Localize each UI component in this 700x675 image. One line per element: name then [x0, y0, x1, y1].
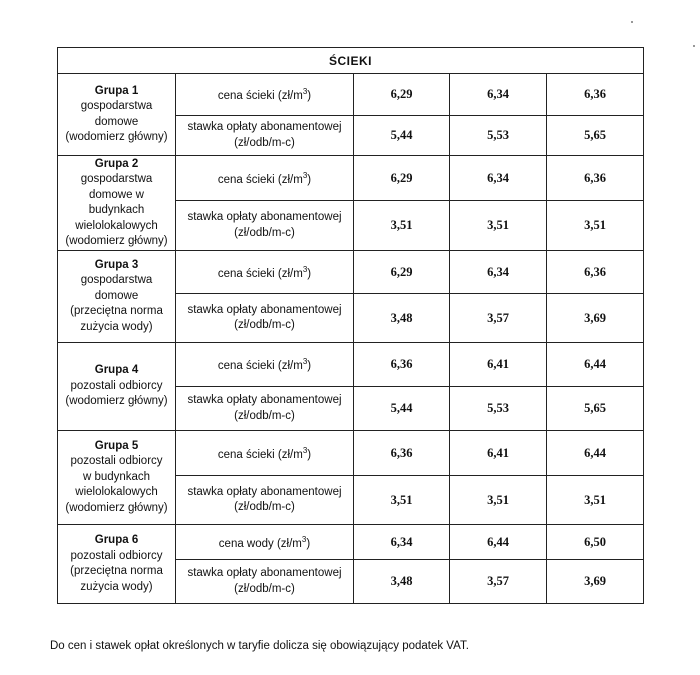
- rate-value: 6,36: [547, 251, 644, 294]
- rate-value: 3,69: [547, 560, 644, 604]
- rate-value: 5,65: [547, 387, 644, 431]
- table-row: [58, 251, 644, 294]
- table-row: [58, 525, 644, 560]
- rate-value: 6,36: [354, 431, 450, 476]
- charge-label-text: stawka opłaty abonamentowej (zł/odb/m-c): [187, 121, 342, 149]
- charge-label-text: stawka opłaty abonamentowej (zł/odb/m-c): [187, 567, 342, 595]
- group-name: Grupa 1: [94, 84, 139, 97]
- table-title: ŚCIEKI: [58, 48, 644, 74]
- charge-label-text: cena ścieki (zł/m: [217, 267, 303, 280]
- table-row: [58, 156, 644, 201]
- rate-value: 3,69: [547, 294, 644, 343]
- rate-value: 3,51: [450, 476, 547, 525]
- table-row: [58, 74, 644, 116]
- rate-value: 6,29: [354, 251, 450, 294]
- group-name: Grupa 3: [94, 258, 139, 271]
- rate-value: 5,53: [450, 387, 547, 431]
- charge-label-text: cena ścieki (zł/m: [217, 448, 303, 461]
- group-description: gospodarstwa domowe w budynkach wielolokalowych (wodomierz główny): [65, 173, 168, 247]
- charge-label: [176, 431, 354, 476]
- table-body: [58, 74, 644, 604]
- rate-value: 6,44: [547, 431, 644, 476]
- rate-value: 6,29: [354, 156, 450, 201]
- charge-label: [176, 116, 354, 156]
- group-description: gospodarstwa domowe (wodomierz główny): [65, 100, 168, 143]
- group-description: pozostali odbiorcy (wodomierz główny): [65, 379, 168, 408]
- charge-label-text: stawka opłaty abonamentowej (zł/odb/m-c): [187, 485, 342, 513]
- group-cell: [58, 343, 176, 431]
- rate-value: 6,34: [450, 74, 547, 116]
- charge-label: [176, 387, 354, 431]
- rate-value: 5,44: [354, 116, 450, 156]
- group-description: gospodarstwa domowe (przeciętna norma zużycia wody): [70, 274, 163, 333]
- group-cell: [58, 251, 176, 343]
- rate-value: 3,51: [354, 476, 450, 525]
- rate-value: 3,57: [450, 560, 547, 604]
- group-cell: [58, 74, 176, 156]
- charge-label-text: cena ścieki (zł/m: [217, 90, 303, 103]
- charge-label: [176, 74, 354, 116]
- rate-value: 6,41: [450, 431, 547, 476]
- charge-label: [176, 294, 354, 343]
- unit-exponent: 3: [302, 87, 308, 97]
- charge-label: [176, 560, 354, 604]
- rate-value: 6,50: [547, 525, 644, 560]
- rate-value: 3,51: [547, 201, 644, 251]
- rate-value: 6,44: [450, 525, 547, 560]
- charge-label-text: cena ścieki (zł/m: [217, 360, 303, 373]
- rate-value: 3,57: [450, 294, 547, 343]
- charge-label-text: cena ścieki (zł/m: [217, 173, 303, 186]
- group-cell: [58, 156, 176, 251]
- charge-label: [176, 156, 354, 201]
- charge-label-text: stawka opłaty abonamentowej (zł/odb/m-c): [187, 394, 342, 422]
- charge-label: [176, 476, 354, 525]
- charge-label-end: ): [307, 173, 312, 186]
- group-cell: [58, 431, 176, 525]
- unit-exponent: 3: [302, 264, 308, 274]
- rate-value: 5,44: [354, 387, 450, 431]
- rate-value: 3,48: [354, 560, 450, 604]
- scan-speck: [693, 45, 695, 47]
- group-name: Grupa 2: [94, 157, 139, 170]
- charge-label: [176, 525, 354, 560]
- charge-label-end: ): [307, 267, 312, 280]
- rate-value: 3,51: [547, 476, 644, 525]
- group-name: Grupa 5: [94, 439, 139, 452]
- charge-label-text: stawka opłaty abonamentowej (zł/odb/m-c): [187, 211, 342, 239]
- charge-label: [176, 251, 354, 294]
- rate-value: 6,44: [547, 343, 644, 387]
- group-name: Grupa 4: [94, 364, 139, 377]
- rate-value: 6,34: [450, 156, 547, 201]
- rate-value: 6,36: [547, 156, 644, 201]
- vat-footnote: Do cen i stawek opłat określonych w taryfie dolicza się obowiązujący podatek VAT.: [50, 640, 469, 652]
- group-description: pozostali odbiorcy (przeciętna norma zużycia wody): [70, 549, 163, 593]
- unit-exponent: 3: [302, 170, 308, 180]
- rate-value: 6,36: [354, 343, 450, 387]
- table-row: [58, 343, 644, 387]
- rate-value: 6,41: [450, 343, 547, 387]
- unit-exponent: 3: [301, 534, 307, 544]
- scan-speck: [631, 21, 633, 23]
- charge-label: [176, 343, 354, 387]
- charge-label-end: ): [307, 90, 312, 103]
- rate-value: 3,51: [354, 201, 450, 251]
- charge-label-text: cena wody (zł/m: [218, 537, 302, 550]
- tariff-table: [57, 47, 644, 604]
- charge-label-end: ): [307, 360, 312, 373]
- group-cell: [58, 525, 176, 604]
- rate-value: 3,48: [354, 294, 450, 343]
- unit-exponent: 3: [302, 357, 308, 367]
- rate-value: 5,53: [450, 116, 547, 156]
- charge-label: [176, 201, 354, 251]
- rate-value: 6,29: [354, 74, 450, 116]
- group-name: Grupa 6: [94, 534, 139, 546]
- rate-value: 5,65: [547, 116, 644, 156]
- group-description: pozostali odbiorcy w budynkach wielolokalowych (wodomierz główny): [65, 455, 168, 514]
- rate-value: 3,51: [450, 201, 547, 251]
- charge-label-text: stawka opłaty abonamentowej (zł/odb/m-c): [187, 303, 342, 331]
- rate-value: 6,34: [450, 251, 547, 294]
- rate-value: 6,36: [547, 74, 644, 116]
- charge-label-end: ): [307, 448, 312, 461]
- table-row: [58, 431, 644, 476]
- unit-exponent: 3: [302, 445, 308, 455]
- charge-label-end: ): [306, 537, 311, 550]
- rate-value: 6,34: [354, 525, 450, 560]
